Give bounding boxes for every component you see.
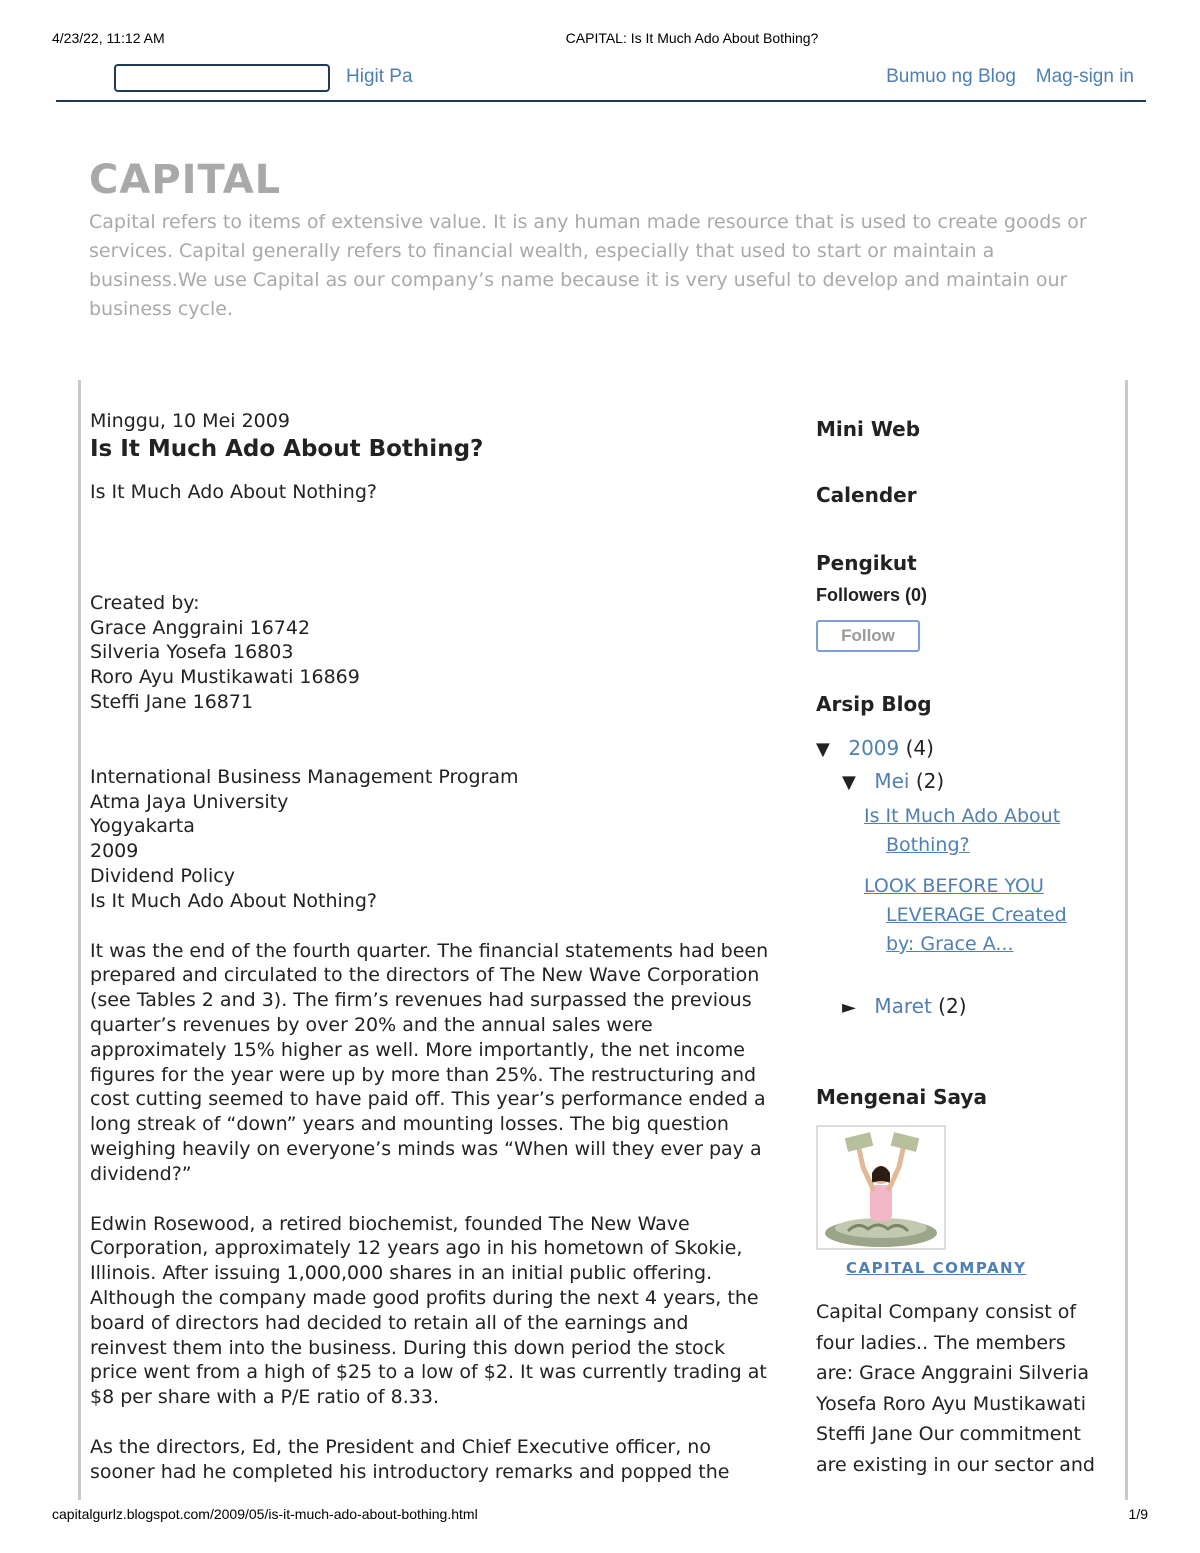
profile-name-link[interactable]: CAPITAL COMPANY — [846, 1259, 1027, 1277]
post-paragraph: Edwin Rosewood, a retired biochemist, founded The New Wave Corporation, approximately 12 years ago in his hometown of Skokie, Illinois. After issuing 1,000,000 shares in an initial public offering. Although the company made good profits during the next 4 years, the board of directors had decided to retain all of the earnings and reinvest them into the business. During this down period the stock price went from a high of $25 to a low of $2. It was currently trading at $8 per share with a P/E ratio of 8.33. — [90, 1212, 767, 1409]
print-footer — [0, 1506, 1200, 1526]
post-subtitle: Is It Much Ado About Nothing? — [90, 481, 377, 503]
print-doc-title: CAPITAL: Is It Much Ado About Bothing? — [565, 30, 819, 46]
archive-month-row — [816, 993, 1116, 1021]
archive-year-link[interactable]: 2009 — [848, 736, 900, 760]
blog-description: Capital refers to items of extensive value. It is any human made resource that is used to create goods or services. Capital generally refers to financial wealth, especially that used to start or maintain a business.We use Capital as our company’s name because it is very useful to develop and maintain our business cycle. — [89, 211, 1087, 320]
org-line: International Business Management Program — [90, 765, 519, 788]
blogger-navbar — [56, 60, 1146, 102]
print-header — [0, 30, 1200, 50]
collapse-arrow-icon[interactable]: ▼ — [816, 739, 830, 760]
created-by-label: Created by: — [90, 591, 200, 614]
archive-month-row — [816, 768, 1116, 796]
print-page-number: 1/9 — [1128, 1506, 1148, 1522]
archive-month-count: (2) — [915, 769, 945, 793]
about-title: Mengenai Saya — [816, 1085, 987, 1109]
org-line: Is It Much Ado About Nothing? — [90, 889, 377, 912]
post-paragraph: As the directors, Ed, the President and Chief Executive officer, no sooner had he completed his introductory remarks and popped the — [90, 1435, 730, 1483]
post-paragraph: It was the end of the fourth quarter. The financial statements had been prepared and circulated to the directors of The New Wave Corporation (see Tables 2 and 3). The firm’s revenues had surpassed the previous quarter’s revenues by over 20% and the annual sales were approximately 15% higher as well. More importantly, the net income figures for the year were up by more than 25%. The restructuring and cost cutting seemed to have paid off. This year’s performance ended a long streak of “down” years and mounting losses. The big question weighing heavily on everyone’s minds was “When will they ever pay a dividend?” — [90, 939, 769, 1185]
org-line: Dividend Policy — [90, 864, 235, 887]
blog-header — [89, 155, 1114, 324]
archive-year-count: (4) — [905, 736, 934, 760]
print-datetime: 4/23/22, 11:12 AM — [52, 30, 165, 46]
navbar-next-link[interactable]: Higit Pa — [346, 66, 413, 87]
archive-title: Arsip Blog — [816, 692, 932, 716]
author-line: Steffi Jane 16871 — [90, 690, 254, 713]
profile-photo[interactable] — [816, 1125, 946, 1250]
archive-month-count: (2) — [938, 994, 967, 1018]
archive-year-row — [816, 735, 1116, 763]
calender-title: Calender — [816, 483, 917, 507]
post-body — [90, 480, 770, 1485]
post — [90, 410, 770, 1485]
navbar-create-blog-link[interactable]: Bumuo ng Blog — [886, 66, 1016, 87]
navbar-search-input[interactable] — [114, 64, 330, 92]
archive-post-list — [816, 802, 1079, 959]
org-line: Yogyakarta — [90, 815, 195, 838]
followers-section-title: Pengikut — [816, 551, 917, 575]
about-text: Capital Company consist of four ladies.. The members are: Grace Anggraini Silveria Yosefa Roro Ayu Mustikawati Steffi Jane Our commitment are existing in our sector and — [816, 1301, 1095, 1476]
archive-month-link-mei[interactable]: Mei — [874, 769, 910, 793]
post-date: Minggu, 10 Mei 2009 — [90, 410, 290, 432]
sidebar — [816, 415, 1116, 1480]
archive-post-link[interactable]: Is It Much Ado About Bothing? — [864, 805, 1061, 856]
author-line: Roro Ayu Mustikawati 16869 — [90, 666, 360, 689]
profile-name-row — [816, 1258, 1116, 1277]
navbar-signin-link[interactable]: Mag-sign in — [1035, 66, 1134, 87]
mini-web-title: Mini Web — [816, 417, 921, 441]
author-line: Silveria Yosefa 16803 — [90, 641, 294, 664]
org-line: Atma Jaya University — [90, 790, 289, 813]
follow-button[interactable]: Follow — [816, 620, 920, 652]
org-line: 2009 — [90, 840, 139, 863]
post-title[interactable]: Is It Much Ado About Bothing? — [90, 436, 484, 462]
blog-title[interactable]: CAPITAL — [89, 157, 282, 203]
print-url: capitalgurlz.blogspot.com/2009/05/is-it-much-ado-about-bothing.html — [52, 1506, 478, 1522]
expand-arrow-icon[interactable]: ► — [842, 997, 856, 1018]
archive-month-link-maret[interactable]: Maret — [874, 994, 932, 1018]
collapse-arrow-icon[interactable]: ▼ — [842, 772, 856, 793]
followers-count: Followers (0) — [816, 585, 928, 605]
archive-post-link[interactable]: LOOK BEFORE YOU LEVERAGE Created by: Grace A... — [864, 875, 1067, 955]
profile-photo-illustration — [818, 1127, 944, 1248]
author-line: Grace Anggraini 16742 — [90, 616, 311, 639]
